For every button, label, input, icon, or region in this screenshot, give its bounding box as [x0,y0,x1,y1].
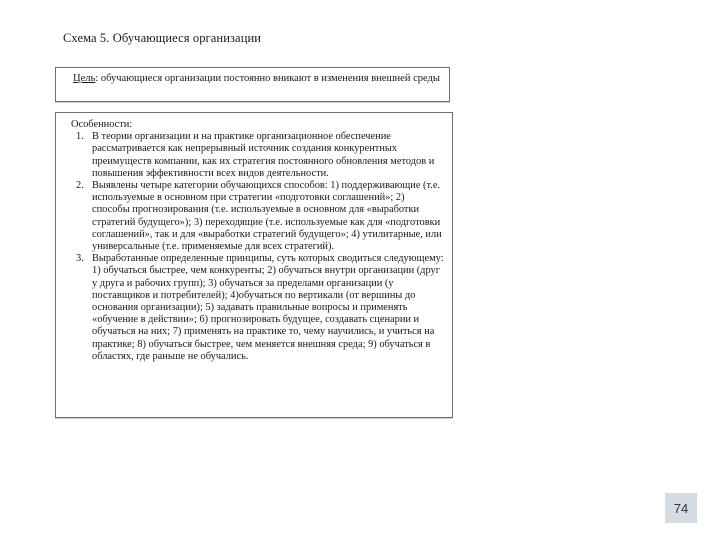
feature-item-2 [70,180,444,253]
feature-item-text: В теории организации и на практике организационное обеспечение рассматривается как непрерывный источник создания конкурентных преимуществ компании, как их стратегия постоянного обновления методов и повышения эффективности всех видов деятельности. [92,131,435,179]
features-list [70,131,444,363]
feature-item-3 [70,253,444,363]
feature-item-number: 3. [76,253,84,265]
feature-item-number: 2. [76,180,84,192]
goal-label: Цель [73,73,96,84]
feature-item-1 [70,131,444,180]
feature-item-number: 1. [76,131,84,143]
goal-box [55,67,450,102]
scheme-title: Схема 5. Обучающиеся организации [63,31,262,45]
feature-item-text: Выработанные определенные принципы, суть которых сводиться следующему: 1) обучаться быстрее, чем конкуренты; 2) обучаться внутри организации (друг у друга и рабочих групп); 3) обучаться за пределами организации (у поставщиков и потребителей); 4)обучаться по вертикали (от вершины до основания организации); 5) задавать правильные вопросы и применять «обучение в действии»; 6) прогнозировать будущее, создавать сценарии и обучаться на них; 7) применять на практике то, чему научились, и учиться на практике; 8) обучаться быстрее, чем меняется внешняя среда; 9) обучаться в областях, где раньше не обучались. [92,253,444,362]
features-box [55,112,453,418]
feature-item-text: Выявлены четыре категории обучающихся способов: 1) поддерживающие (т.е. используемые в основном при стратегии «подготовки соглашений»; 2) способы прогнозирования (т.е. используемые в основном для «выработки стратегий будущего»); 3) переходящие (т.е. используемые как для «подготовки соглашений», так и для «выработки стратегий будущего»; 4) утилитарные, или универсальные (т.е. применяемые для всех стратегий). [92,180,442,253]
features-heading: Особенности: [71,119,133,130]
goal-text: : обучающиеся организации постоянно вникают в изменения внешней среды [95,73,440,84]
page-number: 74 [665,493,697,523]
